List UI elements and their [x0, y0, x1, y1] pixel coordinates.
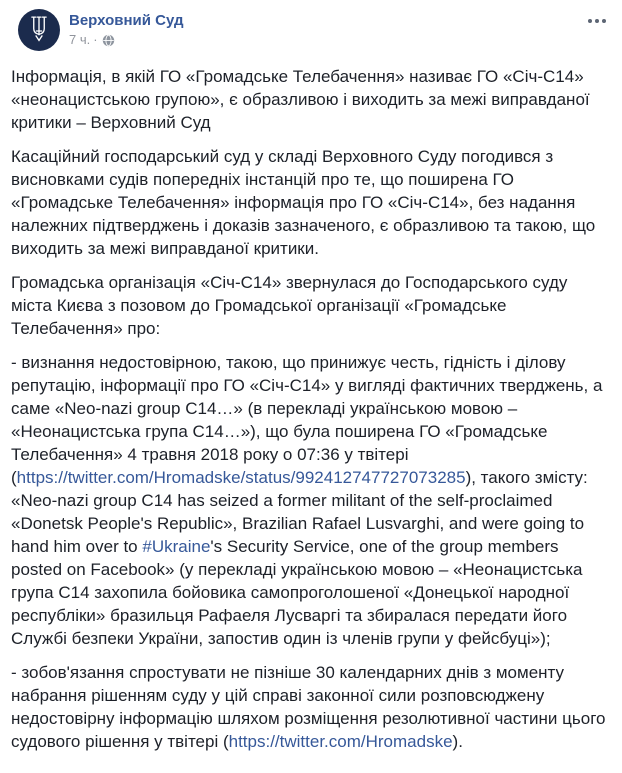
tweet-status-link[interactable]: https://twitter.com/Hromadske/status/992412747727073285 [16, 468, 466, 487]
post-paragraph-3: Громадська організація «Січ-С14» звернулася до Господарського суду міста Києва з позовом до Громадської організації «Громадське Телебачення» про: [11, 273, 568, 338]
ellipsis-dot [588, 19, 592, 23]
ukraine-trident-icon [27, 13, 51, 48]
post-meta [69, 32, 578, 48]
paragraph-4-text-1: - визнання недостовірною, такою, що принижує честь, гідність і ділову репутацію, інформації про ГО «Січ-С14» у вигляді фактичних тверджень, а саме «Neo-nazi group C14…» (в перекладі українською мовою – «Неонацистська група С14…»), що була поширена ГО «Громадське Телебачення» 4 травня 2018 року о 07:36 у твітері ( [11, 353, 603, 487]
post-paragraph-2: Касаційний господарський суд у складі Верховного Суду погодився з висновками судів попередніх інстанцій про те, що поширена ГО «Громадське Телебачення» інформація про ГО «Січ-С14», без надання належних підтверджень і доказів зазначеного, є образливою та такою, що виходить за межі виправданої критики. [11, 147, 596, 258]
paragraph-4-text-3: 's Security Service, one of the group members posted on Facebook» (у перекладі українською мовою – «Неонацистська група С14 захопила бойовика самопроголошеної «Донецької народної республіки» бразильця Рафаеля Лусваргі та збиралася передати його Службі безпеки України, запостив один із членів групи у фейсбуці»); [11, 537, 583, 648]
page-name-link[interactable]: Верховний Суд [69, 12, 184, 29]
post-paragraph-4 [11, 351, 610, 650]
page-avatar[interactable] [18, 9, 60, 51]
hromadske-twitter-link[interactable]: https://twitter.com/Hromadske [228, 732, 453, 751]
paragraph-5-text-2: ). [452, 732, 463, 751]
ellipsis-dot [595, 19, 599, 23]
post-content [0, 51, 622, 753]
header-text [69, 9, 578, 48]
public-globe-icon [102, 34, 115, 47]
post-options-button[interactable] [578, 9, 610, 29]
meta-separator: · [93, 32, 98, 47]
paragraph-5-text-1: - зобов'язання спростувати не пізніше 30 календарних днів з моменту набрання рішенням суду у цій справі законної сили розповсюджену недостовірну інформацію шляхом розміщення резолютивної частини цього судового рішення у твітері ( [11, 663, 606, 751]
post-header [0, 0, 622, 51]
paragraph-4-text-2: ), такого змісту: «Neo-nazi group C14 has seized a former militant of the self-proclaimed «Donetsk People's Republic», Brazilian Rafael Lusvarghi, and were going to hand him over to [11, 468, 588, 556]
ellipsis-dot [602, 19, 606, 23]
post-paragraph-5 [11, 661, 610, 753]
timestamp-link[interactable]: 7 ч. [69, 32, 91, 47]
post-paragraph-1: Інформація, в якій ГО «Громадське Телебачення» називає ГО «Січ-С14» «неонацистською групою», є образливою і виходить за межі виправданої критики – Верховний Суд [11, 67, 590, 132]
ukraine-hashtag-link[interactable]: #Ukraine [142, 537, 211, 556]
